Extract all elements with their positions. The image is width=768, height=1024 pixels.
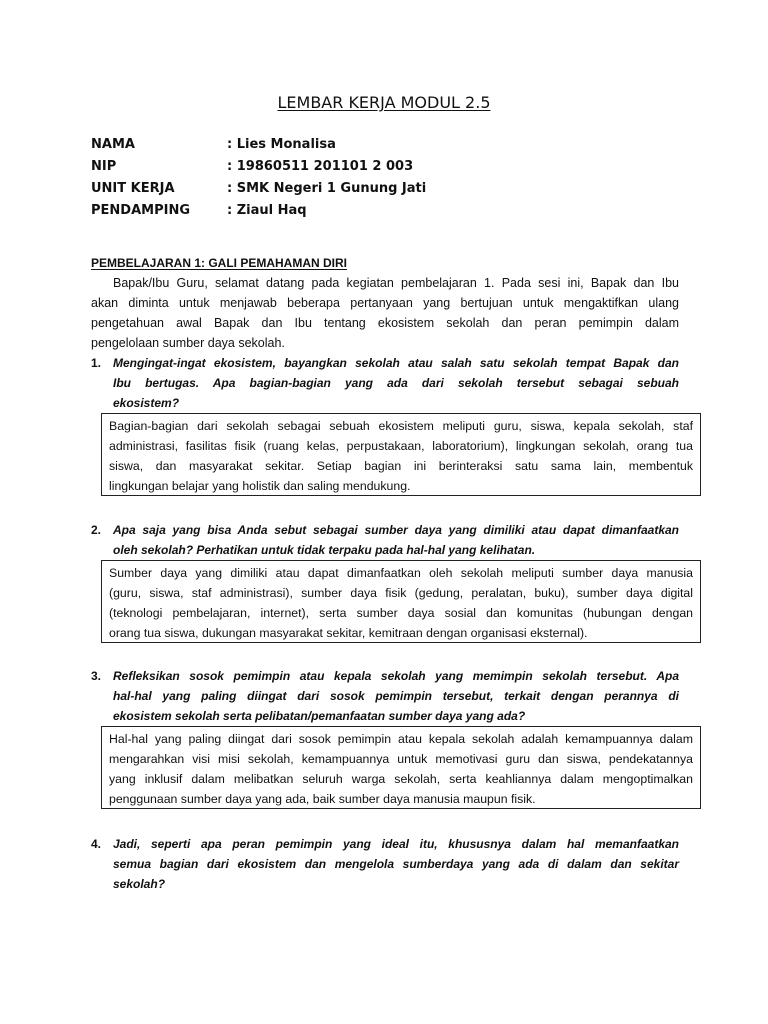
intro-line: pengetahuan awal Bapak dan Ibu tentang ekosistem sekolah dan peran pemimpin dalam	[91, 316, 679, 330]
answer-line: Sumber daya yang dimiliki atau dapat dimanfaatkan oleh sekolah meliputi sumber daya manusia	[109, 566, 693, 580]
identity-label: NAMA	[91, 137, 135, 152]
question-line: Mengingat-ingat ekosistem, bayangkan sekolah atau salah satu sekolah tempat Bapak dan	[113, 356, 679, 370]
intro-line: Bapak/Ibu Guru, selamat datang pada kegiatan pembelajaran 1. Pada sesi ini, Bapak dan Ibu	[113, 276, 679, 290]
question-number: 3.	[91, 669, 102, 683]
identity-label: NIP	[91, 159, 117, 174]
worksheet-title: LEMBAR KERJA MODUL 2.5	[277, 93, 491, 112]
intro-line: akan diminta untuk menjawab beberapa pertanyaan yang bertujuan untuk mengaktifkan ulang	[91, 296, 679, 310]
answer-line: (guru, siswa, staf administrasi), sumber daya fisik (gedung, peralatan, buku), sumber daya digital	[109, 586, 693, 600]
question-line: oleh sekolah? Perhatikan untuk tidak terpaku pada hal-hal yang kelihatan.	[113, 543, 536, 557]
question-number: 1.	[91, 356, 102, 370]
answer-line: orang tua siswa, dukungan masyarakat sekitar, kemitraan dengan organisasi eksternal).	[109, 626, 588, 640]
question-number: 4.	[91, 837, 102, 851]
identity-label: UNIT KERJA	[91, 181, 175, 196]
answer-line: mengarahkan visi misi sekolah, kemampuannya untuk memotivasi guru dan siswa, pendekatannya	[109, 752, 693, 766]
identity-value: : Lies Monalisa	[227, 137, 336, 152]
question-line: hal-hal yang paling diingat dari sosok pemimpin tersebut, terkait dengan perannya di	[113, 689, 679, 703]
answer-line: Bagian-bagian dari sekolah sebagai sebuah ekosistem meliputi guru, siswa, kepala sekolah, staf	[109, 419, 693, 433]
answer-line: Hal-hal yang paling diingat dari sosok pemimpin atau kepala sekolah adalah kemampuannya dalam	[109, 732, 693, 746]
answer-line: (teknologi pembelajaran, internet), serta sumber daya sosial dan komunitas (hubungan dengan	[109, 606, 693, 620]
identity-value: : 19860511 201101 2 003	[227, 159, 414, 174]
question-line: Jadi, seperti apa peran pemimpin yang ideal itu, khususnya dalam hal memanfaatkan	[113, 837, 679, 851]
question-line: Ibu bertugas. Apa bagian-bagian yang ada dari sekolah tersebut sebagai sebuah	[113, 376, 679, 390]
question-line: sekolah?	[113, 877, 166, 891]
answer-line: administrasi, fasilitas fisik (ruang kelas, perpustakaan, laboratorium), lingkungan sekolah, orang tua	[109, 439, 693, 453]
identity-value: : SMK Negeri 1 Gunung Jati	[227, 181, 427, 196]
question-line: semua bagian dari ekosistem dan mengelola sumberdaya yang ada di dalam dan sekitar	[113, 857, 679, 871]
identity-label: PENDAMPING	[91, 203, 190, 218]
question-line: Apa saja yang bisa Anda sebut sebagai sumber daya yang dimiliki atau dapat dimanfaatkan	[113, 523, 679, 537]
answer-box	[101, 726, 701, 809]
answer-box	[101, 560, 701, 643]
answer-line: yang inklusif dalam melibatkan seluruh warga sekolah, serta keahliannya dalam mengoptimalkan	[109, 772, 693, 786]
answer-line: penggunaan sumber daya yang ada, baik sumber daya manusia maupun fisik.	[109, 792, 536, 806]
section-heading: PEMBELAJARAN 1: GALI PEMAHAMAN DIRI	[91, 256, 348, 270]
answer-box	[101, 413, 701, 496]
intro-line: pengelolaan sumber daya sekolah.	[91, 336, 285, 350]
question-number: 2.	[91, 523, 102, 537]
question-line: ekosistem?	[113, 396, 180, 410]
answer-line: lingkungan belajar yang holistik dan saling mendukung.	[109, 479, 411, 493]
answer-line: siswa, dan masyarakat sekitar. Setiap bagian ini berinteraksi satu sama lain, membentuk	[109, 459, 693, 473]
question-line: Refleksikan sosok pemimpin atau kepala sekolah yang memimpin sekolah tersebut. Apa	[113, 669, 679, 683]
identity-value: : Ziaul Haq	[227, 203, 307, 218]
question-line: ekosistem sekolah serta pelibatan/pemanfaatan sumber daya yang ada?	[113, 709, 526, 723]
